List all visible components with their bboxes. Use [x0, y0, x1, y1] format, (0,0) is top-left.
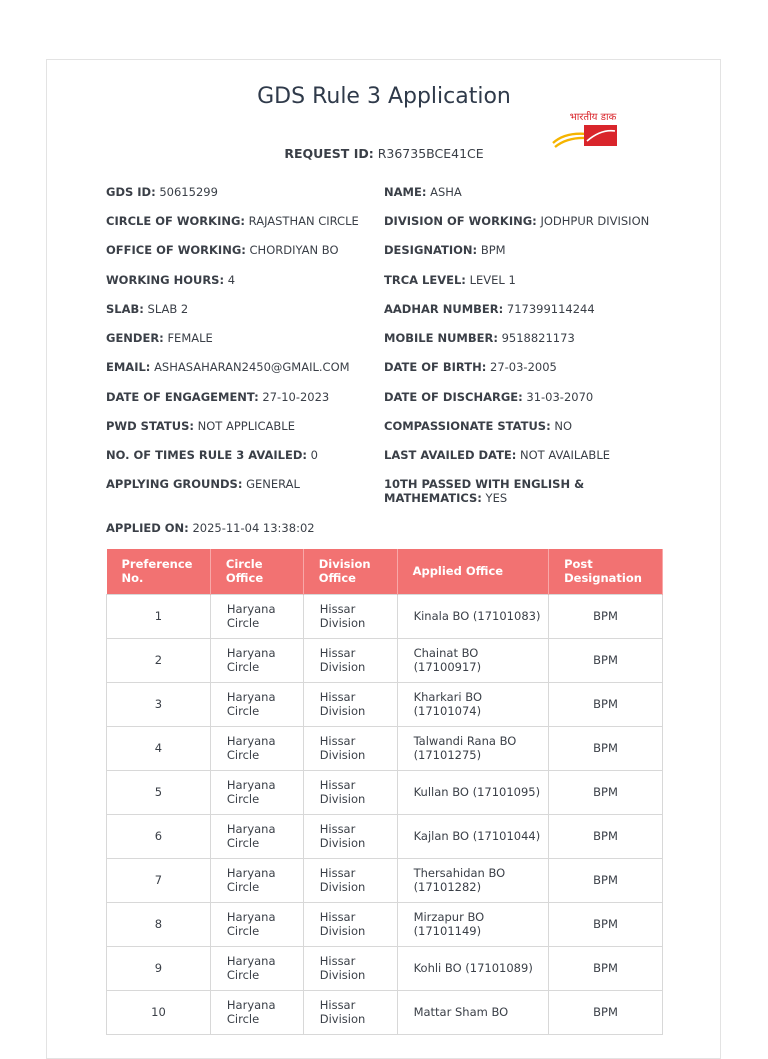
- table-row: [107, 594, 663, 638]
- cell-division-office: Hissar Division: [303, 638, 397, 682]
- table-row: [107, 946, 663, 990]
- cell-preference-no: 7: [107, 858, 211, 902]
- field-division-of-working: DIVISION OF WORKING: JODHPUR DIVISION: [384, 214, 650, 228]
- cell-preference-no: 9: [107, 946, 211, 990]
- cell-circle-office: Haryana Circle: [210, 902, 303, 946]
- cell-post-designation: BPM: [549, 638, 663, 682]
- cell-preference-no: 8: [107, 902, 211, 946]
- header-applied-office: Applied Office: [397, 549, 549, 594]
- cell-circle-office: Haryana Circle: [210, 770, 303, 814]
- field-last-availed-date: LAST AVAILED DATE: NOT AVAILABLE: [384, 448, 610, 462]
- cell-circle-office: Haryana Circle: [210, 858, 303, 902]
- field-date-of-birth: DATE OF BIRTH: 27-03-2005: [384, 360, 557, 374]
- cell-post-designation: BPM: [549, 770, 663, 814]
- field-slab: SLAB: SLAB 2: [106, 302, 189, 316]
- table-row: [107, 990, 663, 1034]
- request-id-label: REQUEST ID:: [284, 146, 374, 161]
- cell-post-designation: BPM: [549, 814, 663, 858]
- field-applying-grounds: APPLYING GROUNDS: GENERAL: [106, 477, 300, 491]
- header-division-office: Division Office: [303, 549, 397, 594]
- cell-preference-no: 6: [107, 814, 211, 858]
- field-email: EMAIL: ASHASAHARAN2450@GMAIL.COM: [106, 360, 350, 374]
- cell-post-designation: BPM: [549, 858, 663, 902]
- field-gender: GENDER: FEMALE: [106, 331, 213, 345]
- cell-circle-office: Haryana Circle: [210, 990, 303, 1034]
- field-date-of-discharge: DATE OF DISCHARGE: 31-03-2070: [384, 390, 594, 404]
- cell-preference-no: 4: [107, 726, 211, 770]
- cell-applied-office: Mirzapur BO (17101149): [397, 902, 549, 946]
- cell-circle-office: Haryana Circle: [210, 814, 303, 858]
- field-circle-of-working: CIRCLE OF WORKING: RAJASTHAN CIRCLE: [106, 214, 359, 228]
- cell-applied-office: Kullan BO (17101095): [397, 770, 549, 814]
- field-name: NAME: ASHA: [384, 185, 462, 199]
- cell-division-office: Hissar Division: [303, 946, 397, 990]
- header-circle-office: Circle Office: [210, 549, 303, 594]
- header-preference-no: Preference No.: [107, 549, 211, 594]
- cell-post-designation: BPM: [549, 990, 663, 1034]
- table-row: [107, 902, 663, 946]
- request-id-value: R36735BCE41CE: [377, 146, 484, 161]
- header-post-designation: Post Designation: [549, 549, 663, 594]
- field-compassionate-status: COMPASSIONATE STATUS: NO: [384, 419, 572, 433]
- field-tenth-passed: 10TH PASSED WITH ENGLISH & MATHEMATICS: YES: [384, 477, 585, 505]
- field-working-hours: WORKING HOURS: 4: [106, 273, 236, 287]
- cell-division-office: Hissar Division: [303, 770, 397, 814]
- table-row: [107, 814, 663, 858]
- cell-applied-office: Mattar Sham BO: [397, 990, 549, 1034]
- field-trca-level: TRCA LEVEL: LEVEL 1: [384, 273, 516, 287]
- request-id: [0, 146, 768, 161]
- cell-post-designation: BPM: [549, 682, 663, 726]
- cell-applied-office: Chainat BO (17100917): [397, 638, 549, 682]
- field-aadhar-number: AADHAR NUMBER: 717399114244: [384, 302, 595, 316]
- field-date-of-engagement: DATE OF ENGAGEMENT: 27-10-2023: [106, 390, 330, 404]
- cell-applied-office: Thersahidan BO (17101282): [397, 858, 549, 902]
- cell-division-office: Hissar Division: [303, 990, 397, 1034]
- table-row: [107, 638, 663, 682]
- field-times-rule3-availed: NO. OF TIMES RULE 3 AVAILED: 0: [106, 448, 318, 462]
- india-post-logo: [551, 107, 619, 149]
- cell-preference-no: 3: [107, 682, 211, 726]
- cell-applied-office: Kohli BO (17101089): [397, 946, 549, 990]
- field-designation: DESIGNATION: BPM: [384, 243, 506, 257]
- table-row: [107, 726, 663, 770]
- cell-applied-office: Kinala BO (17101083): [397, 594, 549, 638]
- cell-post-designation: BPM: [549, 726, 663, 770]
- cell-circle-office: Haryana Circle: [210, 682, 303, 726]
- cell-division-office: Hissar Division: [303, 594, 397, 638]
- cell-circle-office: Haryana Circle: [210, 946, 303, 990]
- cell-post-designation: BPM: [549, 902, 663, 946]
- page-title: GDS Rule 3 Application: [257, 84, 511, 109]
- cell-preference-no: 1: [107, 594, 211, 638]
- cell-preference-no: 10: [107, 990, 211, 1034]
- cell-preference-no: 2: [107, 638, 211, 682]
- cell-circle-office: Haryana Circle: [210, 638, 303, 682]
- preference-table: [106, 549, 663, 1035]
- table-row: [107, 858, 663, 902]
- cell-circle-office: Haryana Circle: [210, 594, 303, 638]
- cell-division-office: Hissar Division: [303, 858, 397, 902]
- field-gds-id: GDS ID: 50615299: [106, 185, 218, 199]
- table-row: [107, 682, 663, 726]
- field-pwd-status: PWD STATUS: NOT APPLICABLE: [106, 419, 295, 433]
- cell-post-designation: BPM: [549, 946, 663, 990]
- field-office-of-working: OFFICE OF WORKING: CHORDIYAN BO: [106, 243, 339, 257]
- cell-division-office: Hissar Division: [303, 814, 397, 858]
- field-applied-on: APPLIED ON: 2025-11-04 13:38:02: [106, 521, 315, 535]
- cell-division-office: Hissar Division: [303, 682, 397, 726]
- cell-division-office: Hissar Division: [303, 726, 397, 770]
- cell-post-designation: BPM: [549, 594, 663, 638]
- cell-applied-office: Talwandi Rana BO (17101275): [397, 726, 549, 770]
- cell-applied-office: Kharkari BO (17101074): [397, 682, 549, 726]
- cell-circle-office: Haryana Circle: [210, 726, 303, 770]
- cell-division-office: Hissar Division: [303, 902, 397, 946]
- table-header-row: [107, 549, 663, 594]
- table-row: [107, 770, 663, 814]
- cell-preference-no: 5: [107, 770, 211, 814]
- field-mobile-number: MOBILE NUMBER: 9518821173: [384, 331, 575, 345]
- logo-text: भारतीय डाक: [569, 112, 617, 123]
- cell-applied-office: Kajlan BO (17101044): [397, 814, 549, 858]
